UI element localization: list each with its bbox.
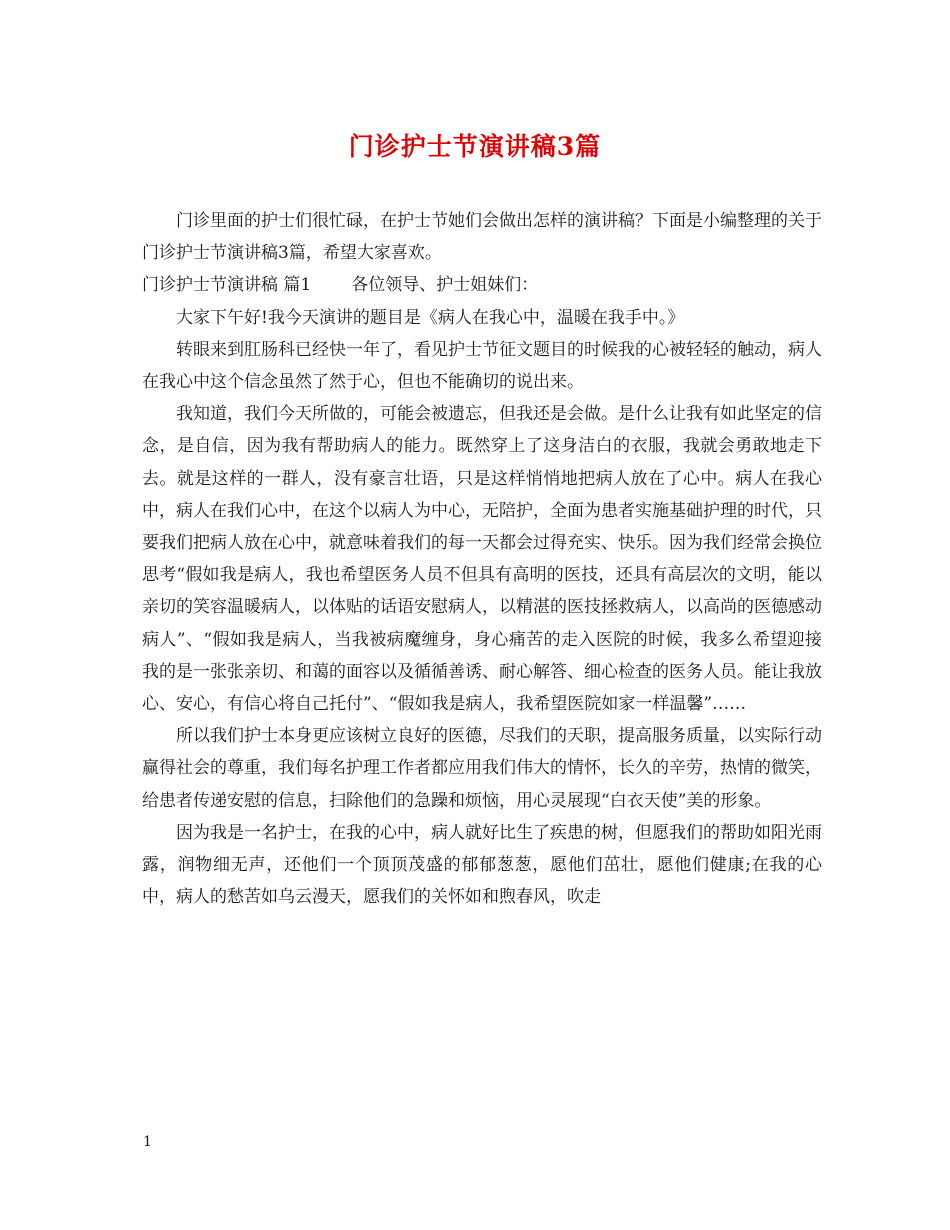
page-number: 1	[143, 1134, 152, 1150]
salutation: 各位领导、护士姐妹们：	[351, 275, 539, 296]
document-title: 门诊护士节演讲稿3篇	[348, 132, 602, 161]
document-body	[142, 205, 822, 913]
section-heading-line	[142, 269, 822, 301]
body-paragraph: 大家下午好!我今天演讲的题目是《病人在我心中，温暖在我手中。》	[176, 307, 685, 328]
body-paragraph: 因为我是一名护士，在我的心中，病人就好比生了疾患的树，但愿我们的帮助如阳光雨露，润物细无声，还他们一个顶顶茂盛的郁郁葱葱，愿他们茁壮，愿他们健康;在我的心中，病人的愁苦如乌云漫天，愿我们的关怀如和煦春风，吹走	[142, 822, 822, 908]
intro-paragraph: 门诊里面的护士们很忙碌，在护士节她们会做出怎样的演讲稿？下面是小编整理的关于门诊护士节演讲稿3篇，希望大家喜欢。	[142, 211, 822, 264]
body-paragraph: 所以我们护士本身更应该树立良好的医德，尽我们的天职，提高服务质量，以实际行动赢得社会的尊重，我们每名护理工作者都应用我们伟大的情怀，长久的辛劳，热情的微笑，给患者传递安慰的信息，扫除他们的急躁和烦恼，用心灵展现“白衣天使”美的形象。	[142, 726, 822, 811]
section-heading: 门诊护士节演讲稿 篇1	[142, 275, 312, 296]
body-paragraph: 转眼来到肛肠科已经快一年了，看见护士节征文题目的时候我的心被轻轻的触动，病人在我心中这个信念虽然了然于心，但也不能确切的说出来。	[142, 339, 822, 393]
body-paragraph: 我知道，我们今天所做的，可能会被遗忘，但我还是会做。是什么让我有如此坚定的信念，是自信，因为我有帮助病人的能力。既然穿上了这身洁白的衣服，我就会勇敢地走下去。就是这样的一群人，没有豪言壮语，只是这样悄悄地把病人放在了心中。病人在我心中，病人在我们心中，在这个以病人为中心，无陪护，全面为患者实施基础护理的时代，只要我们把病人放在心中，就意味着我们的每一天都会过得充实、快乐。因为我们经常会换位思考“假如我是病人，我也希望医务人员不但具有高明的医技，还具有高层次的文明，能以亲切的笑容温暖病人，以体贴的话语安慰病人，以精湛的医技拯救病人，以高尚的医德感动病人”、“假如我是病人，当我被病魔缠身，身心痛苦的走入医院的时候，我多么希望迎接我的是一张张亲切、和蔼的面容以及循循善诱、耐心解答、细心检查的医务人员。能让我放心、安心，有信心将自己托付”、“假如我是病人，我希望医院如家一样温馨”……	[142, 404, 822, 715]
